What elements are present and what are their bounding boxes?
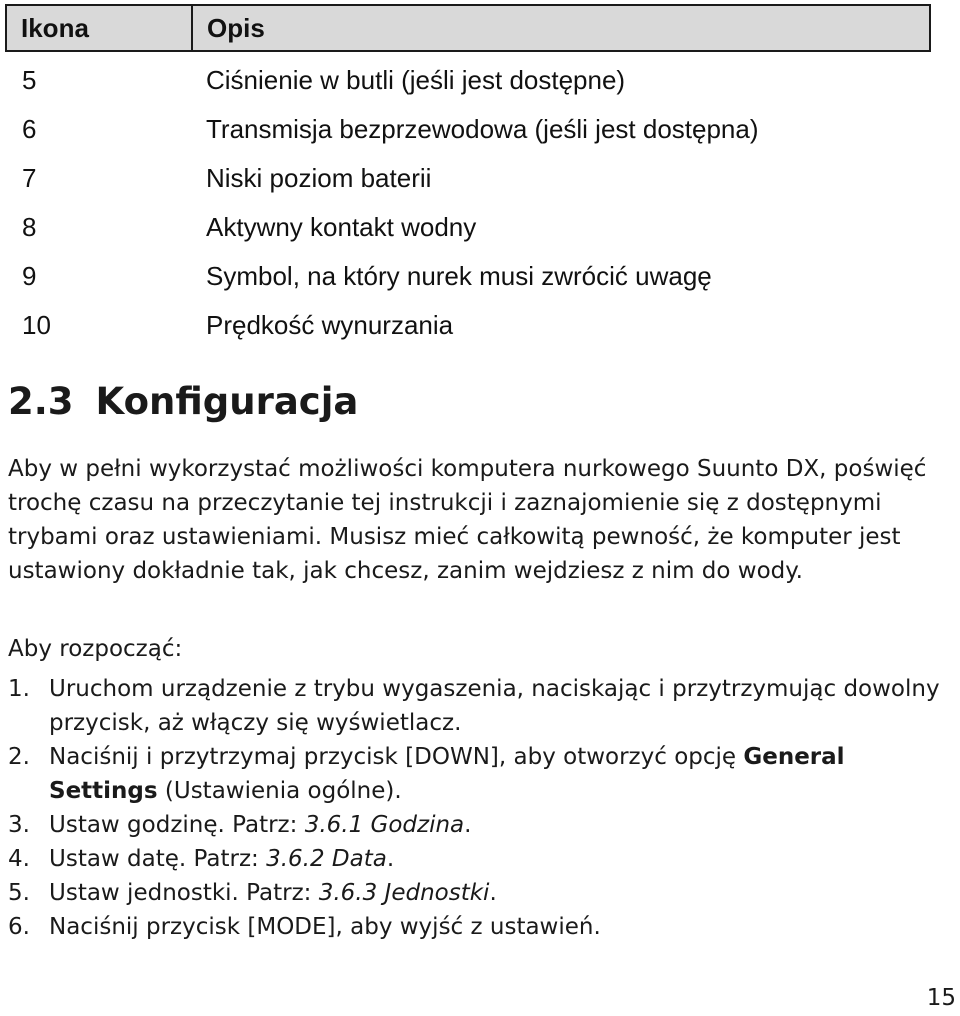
icon-number-cell: 10 bbox=[22, 310, 51, 340]
step-text: Uruchom urządzenie z trybu wygaszenia, naciskając i przytrzymując dowolny przycisk, aż włączy się wyświetlacz. bbox=[49, 676, 940, 736]
table-row bbox=[6, 252, 930, 301]
column-header-description: Opis bbox=[192, 5, 930, 51]
icon-description-table bbox=[5, 4, 931, 350]
list-item bbox=[8, 808, 948, 842]
section-title: Konfiguracja bbox=[95, 380, 359, 423]
step-number: 4. bbox=[8, 846, 30, 872]
step-end: . bbox=[489, 880, 497, 906]
cross-reference: 3.6.2 Data bbox=[266, 846, 387, 872]
step-text: Ustaw godzinę. Patrz: bbox=[49, 812, 298, 838]
icon-number-cell: 7 bbox=[22, 163, 37, 193]
step-number: 2. bbox=[8, 744, 30, 770]
list-item bbox=[8, 672, 948, 740]
table-header-row bbox=[6, 5, 930, 51]
steps-lead: Aby rozpocząć: bbox=[8, 636, 183, 662]
setup-steps-list bbox=[8, 672, 948, 944]
step-text: Ustaw datę. Patrz: bbox=[49, 846, 259, 872]
section-number: 2.3 bbox=[8, 380, 74, 423]
step-text: Naciśnij i przytrzymaj przycisk [DOWN], aby otworzyć opcję bbox=[49, 744, 737, 770]
description-cell: Aktywny kontakt wodny bbox=[206, 212, 477, 242]
description-cell: Niski poziom baterii bbox=[206, 163, 432, 193]
table-row bbox=[6, 51, 930, 105]
step-end: . bbox=[464, 812, 472, 838]
table-row bbox=[6, 203, 930, 252]
page-number: 15 bbox=[926, 985, 956, 1011]
icon-number-cell: 6 bbox=[22, 114, 37, 144]
step-number: 6. bbox=[8, 914, 30, 940]
step-number: 1. bbox=[8, 676, 30, 702]
table-row bbox=[6, 105, 930, 154]
cross-reference: 3.6.1 Godzina bbox=[304, 812, 465, 838]
section-heading bbox=[8, 380, 358, 423]
cross-reference: 3.6.3 Jednostki bbox=[318, 880, 490, 906]
list-item bbox=[8, 876, 948, 910]
step-text-after: (Ustawienia ogólne). bbox=[164, 778, 402, 804]
step-number: 5. bbox=[8, 880, 30, 906]
step-end: . bbox=[386, 846, 395, 872]
icon-number-cell: 8 bbox=[22, 212, 37, 242]
icon-number-cell: 9 bbox=[22, 261, 37, 291]
setting-name: General Settings bbox=[49, 744, 845, 804]
step-text: Naciśnij przycisk [MODE], aby wyjść z ustawień. bbox=[49, 914, 601, 940]
description-cell: Symbol, na który nurek musi zwrócić uwagę bbox=[206, 261, 712, 291]
list-item bbox=[8, 910, 948, 944]
step-text: Ustaw jednostki. Patrz: bbox=[49, 880, 312, 906]
icon-number-cell: 5 bbox=[22, 65, 37, 95]
intro-paragraph: Aby w pełni wykorzystać możliwości komputera nurkowego Suunto DX, poświęć trochę czasu na przeczytanie tej instrukcji i zaznajomienie się z dostępnymi trybami oraz ustawieniami. Musisz mieć całkowitą pewność, że komputer jest ustawiony dokładnie tak, jak chcesz, zanim wejdziesz z nim do wody. bbox=[8, 456, 927, 584]
description-cell: Transmisja bezprzewodowa (jeśli jest dostępna) bbox=[206, 114, 759, 144]
step-number: 3. bbox=[8, 812, 30, 838]
description-cell: Prędkość wynurzania bbox=[206, 310, 454, 340]
list-item bbox=[8, 740, 948, 808]
column-header-icon: Ikona bbox=[6, 5, 192, 51]
table-row bbox=[6, 154, 930, 203]
table-row bbox=[6, 301, 930, 350]
description-cell: Ciśnienie w butli (jeśli jest dostępne) bbox=[206, 65, 626, 95]
list-item bbox=[8, 842, 948, 876]
